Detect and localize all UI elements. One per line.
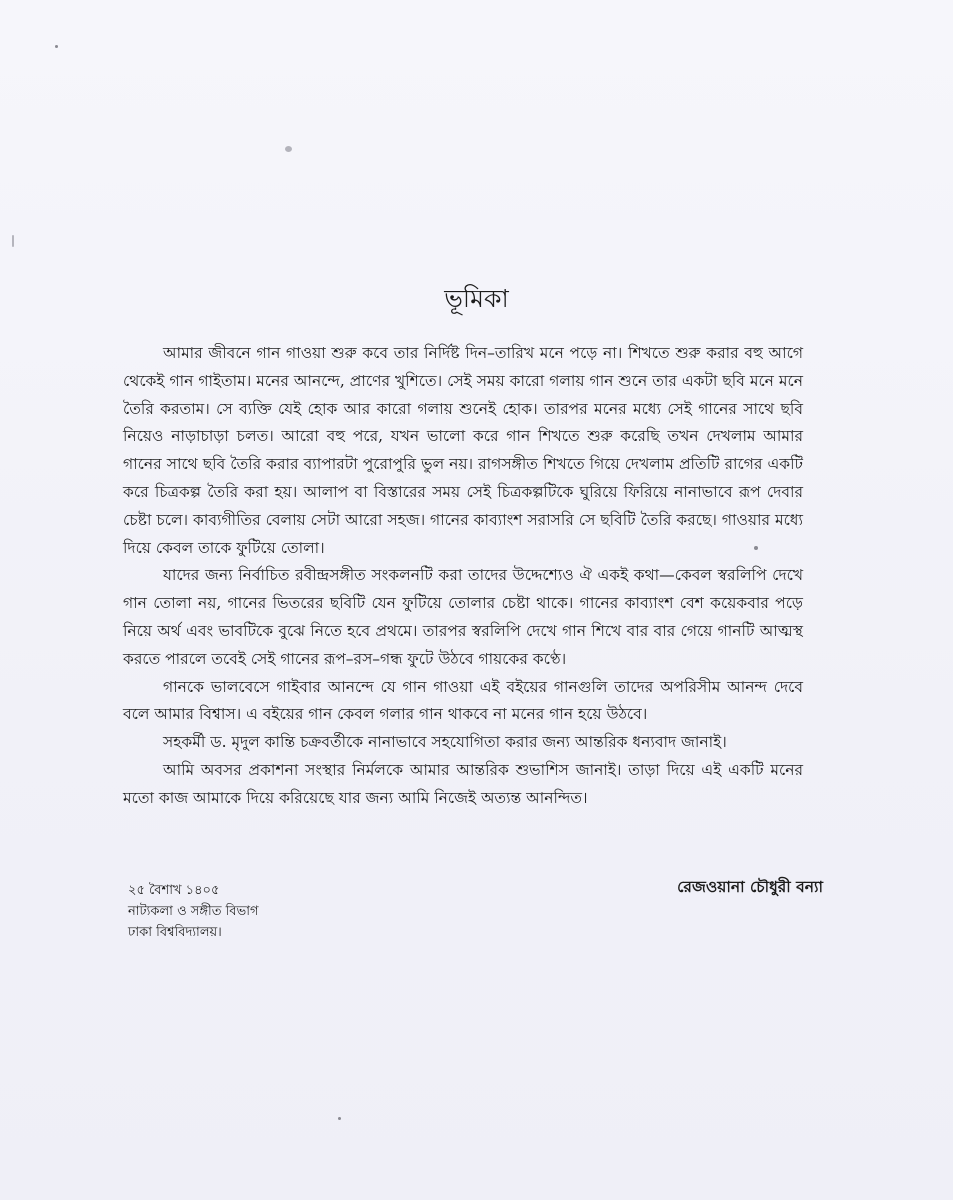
scan-speck <box>12 235 14 247</box>
scan-speck <box>338 1117 341 1120</box>
page-title: ভূমিকা <box>444 284 509 313</box>
scan-speck <box>285 146 292 152</box>
author-signature: রেজওয়ানা চৌধুরী বন্যা <box>677 877 823 896</box>
scan-speck <box>55 45 58 48</box>
footer-date: ২৫ বৈশাখ ১৪০৫ <box>128 883 220 898</box>
paragraph-3: গানকে ভালবেসে গাইবার আনন্দে যে গান গাওয়া এই বইয়ের গানগুলি তাদের অপরিসীম আনন্দ দেবে বলে আমার বিশ্বাস। এ বইয়ের গান কেবল গলার গান থাকবে না মনের গান হয়ে উঠবে। <box>123 677 803 724</box>
paragraph-1: আমার জীবনে গান গাওয়া শুরু কবে তার নির্দিষ্ট দিন–তারিখ মনে পড়ে না। শিখতে শুরু করার বহু আগে থেকেই গান গাইতাম। মনের আনন্দে, প্রাণের খুশিতে। সেই সময় কারো গলায় গান শুনে তার একটা ছবি মনে মনে তৈরি করতাম। সে ব্যক্তি যেই হোক আর কারো গলায় শুনেই হোক। তারপর মনের মধ্যে সেই গানের সাথে ছবি নিয়েও নাড়াচাড়া চলত। আরো বহু পরে, যখন ভালো করে গান শিখতে শুরু করেছি তখন দেখলাম আমার গানের সাথে ছবি তৈরি করার ব্যাপারটা পুরোপুরি ভুল নয়। রাগসঙ্গীত শিখতে গিয়ে দেখলাম প্রতিটি রাগের একটি করে চিত্রকল্প তৈরি করা হয়। আলাপ বা বিস্তারের সময় সেই চিত্রকল্পটিকে ঘুরিয়ে ফিরিয়ে নানাভাবে রূপ দেবার চেষ্টা চলে। কাব্যগীতির বেলায় সেটা আরো সহজ। গানের কাব্যাংশ সরাসরি সে ছবিটি তৈরি করছে। গাওয়ার মধ্যে দিয়ে কেবল তাকে ফুটিয়ে তোলা। <box>123 344 803 557</box>
paragraph-5: আমি অবসর প্রকাশনা সংস্থার নির্মলকে আমার আন্তরিক শুভাশিস জানাই। তাড়া দিয়ে এই একটি মনের মতো কাজ আমাকে দিয়ে করিয়েছে যার জন্য আমি নিজেই অত্যন্ত আনন্দিত। <box>123 760 803 807</box>
footer-address <box>128 880 259 943</box>
footer-university: ঢাকা বিশ্ববিদ্যালয়। <box>128 925 222 940</box>
paragraph-4: সহকর্মী ড. মৃদুল কান্তি চক্রবর্তীকে নানাভাবে সহযোগিতা করার জন্য আন্তরিক ধন্যবাদ জানাই। <box>163 733 727 752</box>
preface-body <box>123 340 803 813</box>
footer-department: নাট্যকলা ও সঙ্গীত বিভাগ <box>128 904 259 919</box>
paragraph-2: যাদের জন্য নির্বাচিত রবীন্দ্রসঙ্গীত সংকলনটি করা তাদের উদ্দেশ্যেও ঐ একই কথা—কেবল স্বরলিপি দেখে গান তোলা নয়, গানের ভিতরের ছবিটি যেন ফুটিয়ে তোলার চেষ্টা থাকে। গানের কাব্যাংশ বেশ কয়েকবার পড়ে নিয়ে অর্থ এবং ভাবটিকে বুঝে নিতে হবে প্রথমে। তারপর স্বরলিপি দেখে গান শিখে বার বার গেয়ে গানটি আত্মস্থ করতে পারলে তবেই সেই গানের রূপ–রস–গন্ধ ফুটে উঠবে গায়কের কণ্ঠে। <box>123 566 803 668</box>
